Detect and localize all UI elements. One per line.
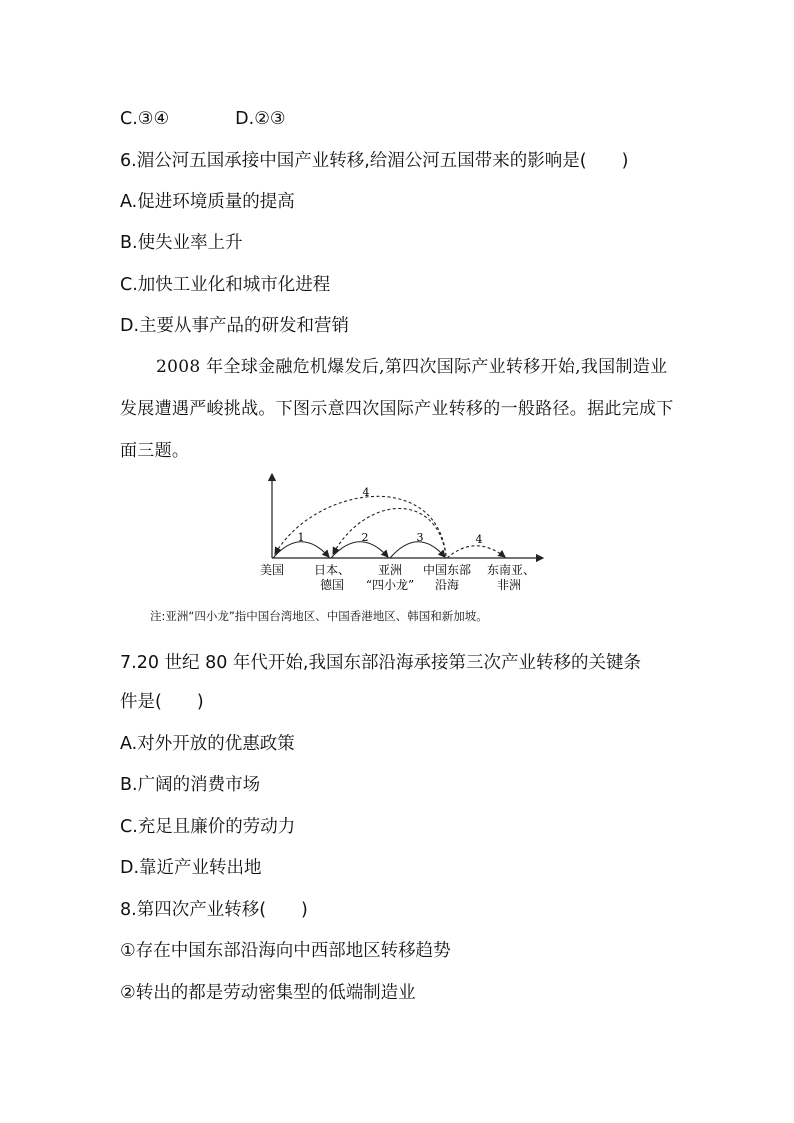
question-6-option-b: B.使失业率上升 [120, 233, 243, 253]
option-d: D.②③ [235, 109, 286, 129]
region-asian-tigers-line1: 亚洲 [377, 563, 403, 577]
question-5-options [120, 107, 286, 131]
question-6-stem: 6.湄公河五国承接中国产业转移,给湄公河五国带来的影响是( ) [120, 151, 629, 171]
region-japan-germany-line2: 德国 [319, 578, 345, 592]
arc-label-4-top: 4 [362, 486, 370, 499]
arc-4-to-usa [275, 496, 446, 556]
question-6-option-c: C.加快工业化和城市化进程 [120, 275, 331, 295]
arc-label-1: 1 [297, 531, 305, 544]
region-usa: 美国 [259, 563, 285, 577]
question-7-option-b: B.广阔的消费市场 [120, 775, 261, 795]
question-7-option-d: D.靠近产业转出地 [120, 858, 262, 878]
option-c: C.③④ [120, 109, 170, 129]
question-8-stem: 8.第四次产业转移( ) [120, 900, 308, 920]
question-8-statement-1: ①存在中国东部沿海向中西部地区转移趋势 [120, 941, 451, 961]
question-6-option-d: D.主要从事产品的研发和营销 [120, 316, 350, 336]
question-7-option-a: A.对外开放的优惠政策 [120, 734, 295, 754]
question-7-option-c: C.充足且廉价的劳动力 [120, 817, 296, 837]
region-japan-germany-line1: 日本、 [313, 563, 351, 577]
region-sea-africa-line1: 东南亚、 [486, 563, 536, 577]
region-china-east-line1: 中国东部 [422, 563, 472, 577]
arc-3 [390, 542, 445, 558]
arc-label-2: 2 [361, 531, 369, 544]
region-china-east-line2: 沿海 [434, 578, 460, 592]
question-7-stem-line1: 7.20 世纪 80 年代开始,我国东部沿海承接第三次产业转移的关键条 [120, 653, 641, 673]
arc-label-3: 3 [416, 531, 424, 544]
question-7-stem-line2: 件是( ) [120, 692, 204, 712]
region-sea-africa-line2: 非洲 [496, 578, 522, 592]
diagram-svg [255, 468, 555, 600]
question-6-option-a: A.促进环境质量的提高 [120, 192, 295, 212]
arc-4-right [447, 546, 505, 558]
transfer-path-diagram [255, 468, 555, 600]
region-asian-tigers-line2: “四小龙” [365, 578, 415, 592]
question-8-statement-2: ②转出的都是劳动密集型的低端制造业 [120, 983, 416, 1003]
figure-note: 注:亚洲“四小龙”指中国台湾地区、中国香港地区、韩国和新加坡。 [150, 609, 488, 623]
arc-label-4-right: 4 [475, 533, 483, 546]
passage-text: 2008 年全球金融危机爆发后,第四次国际产业转移开始,我国制造业发展遭遇严峻挑战。下图示意四次国际产业转移的一般路径。据此完成下面三题。 [120, 357, 674, 461]
